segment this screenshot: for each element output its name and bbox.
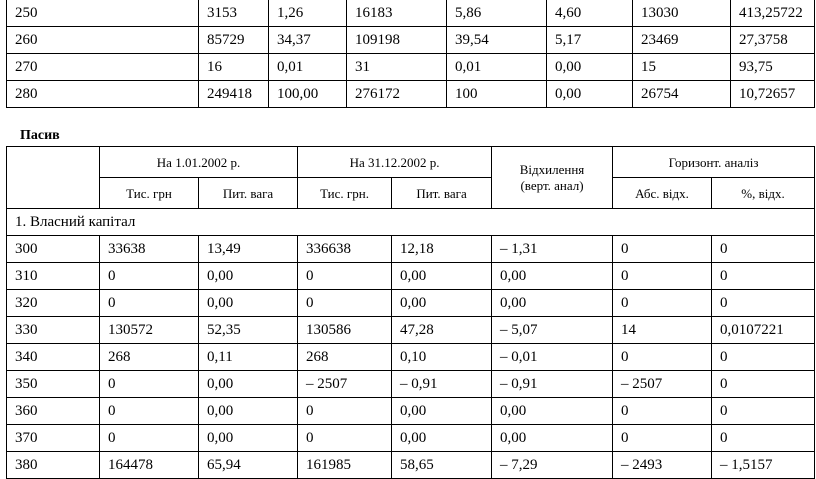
table-row (7, 425, 815, 452)
table-cell: 280 (7, 81, 199, 108)
table-cell: 360 (7, 398, 100, 425)
table-cell: 0,00 (392, 290, 492, 317)
table-row (7, 398, 815, 425)
table-cell: 31 (347, 54, 447, 81)
table-cell: 0 (298, 290, 392, 317)
table-cell: 23469 (633, 27, 731, 54)
table-row (7, 0, 815, 27)
table-row (7, 290, 815, 317)
table-cell: 0 (100, 425, 199, 452)
table-cell: 0,00 (492, 398, 613, 425)
table-cell: 0 (298, 398, 392, 425)
table-cell: 268 (298, 344, 392, 371)
table-cell: 130586 (298, 317, 392, 344)
table-cell: 26754 (633, 81, 731, 108)
table-cell: 0,00 (199, 290, 298, 317)
table-cell: 47,28 (392, 317, 492, 344)
table-cell: 336638 (298, 236, 392, 263)
table-cell: 14 (613, 317, 712, 344)
table-cell: 5,17 (547, 27, 633, 54)
table-cell: 0,00 (199, 371, 298, 398)
table-cell: 0,00 (392, 398, 492, 425)
table-cell: 0,00 (547, 54, 633, 81)
table-cell: 260 (7, 27, 199, 54)
table-row (7, 317, 815, 344)
table-cell: 0 (100, 398, 199, 425)
table-cell: 276172 (347, 81, 447, 108)
table-cell: 0,00 (492, 263, 613, 290)
table-cell: 300 (7, 236, 100, 263)
section-title: Пасив (20, 128, 60, 143)
header-col-tys-grn-end: Тис. грн. (298, 178, 392, 209)
table-cell: 270 (7, 54, 199, 81)
table-cell: 0 (100, 371, 199, 398)
table-cell: 330 (7, 317, 100, 344)
header-date-end: На 31.12.2002 р. (298, 147, 492, 178)
table-cell: 0,00 (547, 81, 633, 108)
table-cell: 100,00 (269, 81, 347, 108)
table-cell: 13,49 (199, 236, 298, 263)
table-cell: 268 (100, 344, 199, 371)
table-cell: 39,54 (447, 27, 547, 54)
table-cell: 310 (7, 263, 100, 290)
liabilities-table (6, 146, 815, 479)
header-col-tys-grn-start: Тис. грн (100, 178, 199, 209)
table-cell: 0 (613, 290, 712, 317)
table-cell: – 2507 (298, 371, 392, 398)
table-row (7, 27, 815, 54)
header-deviation (492, 147, 613, 209)
table-cell: – 2493 (613, 452, 712, 479)
table-cell: 10,72657 (731, 81, 815, 108)
table-cell: – 1,5157 (712, 452, 815, 479)
table-row (7, 236, 815, 263)
table-cell: – 0,91 (392, 371, 492, 398)
group-row (7, 209, 815, 236)
table-cell: 4,60 (547, 0, 633, 27)
header-col-weight-end: Пит. вага (392, 178, 492, 209)
table-cell: 15 (633, 54, 731, 81)
header-deviation-line1: Відхилення (519, 161, 585, 177)
table-cell: 13030 (633, 0, 731, 27)
table-cell: 33638 (100, 236, 199, 263)
table-cell: 85729 (199, 27, 269, 54)
table-cell: 3153 (199, 0, 269, 27)
table-cell: 0,01 (447, 54, 547, 81)
table-cell: 109198 (347, 27, 447, 54)
table-cell: 0 (100, 263, 199, 290)
table-cell: 0,01 (269, 54, 347, 81)
header-horizontal-analysis: Горизонт. аналіз (613, 147, 815, 178)
table-cell: 370 (7, 425, 100, 452)
table-cell: 0 (613, 263, 712, 290)
table-cell: 320 (7, 290, 100, 317)
table-cell: 65,94 (199, 452, 298, 479)
table-cell: – 0,01 (492, 344, 613, 371)
table-cell: 0,00 (392, 263, 492, 290)
table-row (7, 371, 815, 398)
header-date-start: На 1.01.2002 р. (100, 147, 298, 178)
table-cell: 0,00 (392, 425, 492, 452)
table-cell: 0 (298, 425, 392, 452)
header-col-weight-start: Пит. вага (199, 178, 298, 209)
table-cell: 34,37 (269, 27, 347, 54)
table-cell: 0 (100, 290, 199, 317)
header-deviation-line2: (верт. анал) (520, 177, 584, 193)
table-cell: 27,3758 (731, 27, 815, 54)
table-cell: 0 (712, 371, 815, 398)
table-row (7, 344, 815, 371)
table-cell: 0 (712, 344, 815, 371)
table-cell: 350 (7, 371, 100, 398)
table-cell: 16 (199, 54, 269, 81)
table-cell: 0,00 (492, 425, 613, 452)
table-cell: 12,18 (392, 236, 492, 263)
table-cell: 130572 (100, 317, 199, 344)
assets-table-continued (6, 0, 815, 108)
table-cell: 16183 (347, 0, 447, 27)
header-row-1 (7, 147, 815, 178)
table-cell: 93,75 (731, 54, 815, 81)
table-cell: 1,26 (269, 0, 347, 27)
table-cell: 250 (7, 0, 199, 27)
table-cell: 0 (613, 344, 712, 371)
table-cell: 100 (447, 81, 547, 108)
table-cell: – 2507 (613, 371, 712, 398)
group-title: 1. Власний капітал (7, 209, 815, 236)
header-row-2 (7, 178, 815, 209)
table-cell: 0 (712, 398, 815, 425)
header-col-abs-deviation: Абс. відх. (613, 178, 712, 209)
table-cell: 0 (712, 425, 815, 452)
table-cell: 413,25722 (731, 0, 815, 27)
table-cell: 164478 (100, 452, 199, 479)
table-row (7, 54, 815, 81)
table-row (7, 81, 815, 108)
table-cell: 0 (712, 263, 815, 290)
table-cell: 0 (712, 236, 815, 263)
table-cell: 0 (613, 236, 712, 263)
table-cell: 0,11 (199, 344, 298, 371)
table-cell: 0 (613, 425, 712, 452)
table-cell: 52,35 (199, 317, 298, 344)
table-cell: 0 (712, 290, 815, 317)
table-cell: 340 (7, 344, 100, 371)
table-cell: 0,00 (199, 263, 298, 290)
table-cell: – 0,91 (492, 371, 613, 398)
table-cell: 0,0107221 (712, 317, 815, 344)
table-cell: 249418 (199, 81, 269, 108)
header-code-cell (7, 147, 100, 209)
table-cell: 0,00 (492, 290, 613, 317)
table-cell: 0,00 (199, 398, 298, 425)
table-cell: 0 (298, 263, 392, 290)
table-cell: – 5,07 (492, 317, 613, 344)
table-row (7, 263, 815, 290)
table-cell: 58,65 (392, 452, 492, 479)
table-cell: – 1,31 (492, 236, 613, 263)
table-cell: 0,10 (392, 344, 492, 371)
table-cell: 0 (613, 398, 712, 425)
table-row (7, 452, 815, 479)
table-cell: – 7,29 (492, 452, 613, 479)
table-cell: 5,86 (447, 0, 547, 27)
header-col-pct-deviation: %, відх. (712, 178, 815, 209)
table-cell: 380 (7, 452, 100, 479)
table-cell: 161985 (298, 452, 392, 479)
table-cell: 0,00 (199, 425, 298, 452)
